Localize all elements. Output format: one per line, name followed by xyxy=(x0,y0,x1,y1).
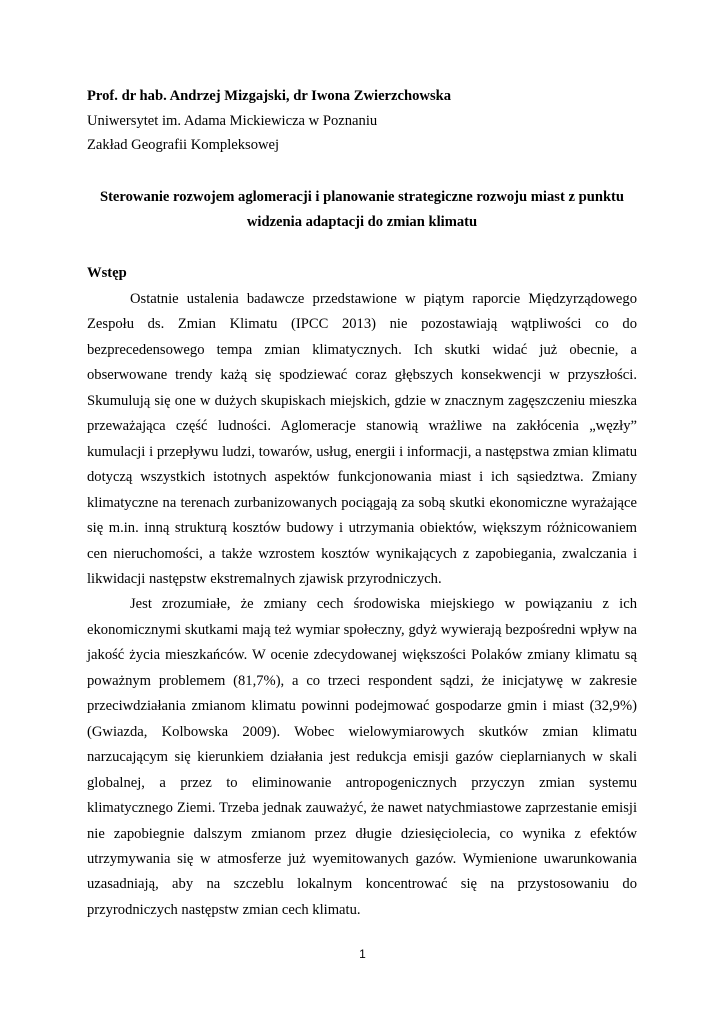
affiliation-department: Zakład Geografii Kompleksowej xyxy=(87,137,280,153)
document-title: Sterowanie rozwojem aglomeracji i planowanie strategiczne rozwoju miast z punktu widzenia adaptacji do zmian klimatu xyxy=(99,189,625,230)
section-body xyxy=(87,287,637,923)
section-heading: Wstęp xyxy=(87,265,127,281)
author-block xyxy=(87,84,647,158)
authors-line: Prof. dr hab. Andrzej Mizgajski, dr Iwona Zwierzchowska xyxy=(87,88,452,104)
paragraph: Ostatnie ustalenia badawcze przedstawione w piątym raporcie Międzyrządowego Zespołu ds. Zmian Klimatu (IPCC 2013) nie pozostawiają wątpliwości co do bezprecedensowego tempa zmian klimatycznych. Ich skutki widać już obecnie, a obserwowane trendy każą się spodziewać coraz głębszych konsekwencji w przyszłości. Skumulują się one w dużych skupiskach miejskich, gdzie w znacznym zagęszczeniu mieszka przeważająca część ludności. Aglomeracje stanowią wrażliwe na zakłócenia „węzły” kumulacji i przepływu ludzi, towarów, usług, energii i informacji, a następstwa zmian klimatu dotyczą wszystkich istotnych aspektów funkcjonowania miast i ich sąsiedztwa. Zmiany klimatyczne na terenach zurbanizowanych pociągają za sobą skutki ekonomiczne wyrażające się m.in. inną strukturą kosztów budowy i utrzymania obiektów, większym różnicowaniem cen nieruchomości, a także wzrostem kosztów wynikających z zapobiegania, zwalczania i likwidacji następstw ekstremalnych zjawisk przyrodniczych. xyxy=(87,291,637,587)
paragraph: Jest zrozumiałe, że zmiany cech środowiska miejskiego w powiązaniu z ich ekonomicznymi skutkami mają też wymiar społeczny, gdyż wywierają bezpośredni wpływ na jakość życia mieszkańców. W ocenie zdecydowanej większości Polaków zmiany klimatu są poważnym problemem (81,7%), a co trzeci respondent sądzi, że inicjatywę w zakresie przeciwdziałania zmianom klimatu powinni podejmować gospodarze gmin i miast (32,9%) (Gwiazda, Kolbowska 2009). Wobec wielowymiarowych skutków zmian klimatu narzucającym się kierunkiem działania jest redukcja emisji gazów cieplarnianych w skali globalnej, a przez to eliminowanie antropogenicznych przyczyn zmian systemu klimatycznego Ziemi. Trzeba jednak zauważyć, że nawet natychmiastowe zaprzestanie emisji nie zapobiegnie dalszym zmianom przez długie dziesięciolecia, co wynika z efektów utrzymywania się w atmosferze już wyemitowanych gazów. Wymienione uwarunkowania uzasadniają, aby na szczeblu lokalnym koncentrować się na przystosowaniu do przyrodniczych następstw zmian cech klimatu. xyxy=(87,596,637,918)
page-number: 1 xyxy=(359,947,366,961)
affiliation-university: Uniwersytet im. Adama Mickiewicza w Poznaniu xyxy=(87,112,378,129)
